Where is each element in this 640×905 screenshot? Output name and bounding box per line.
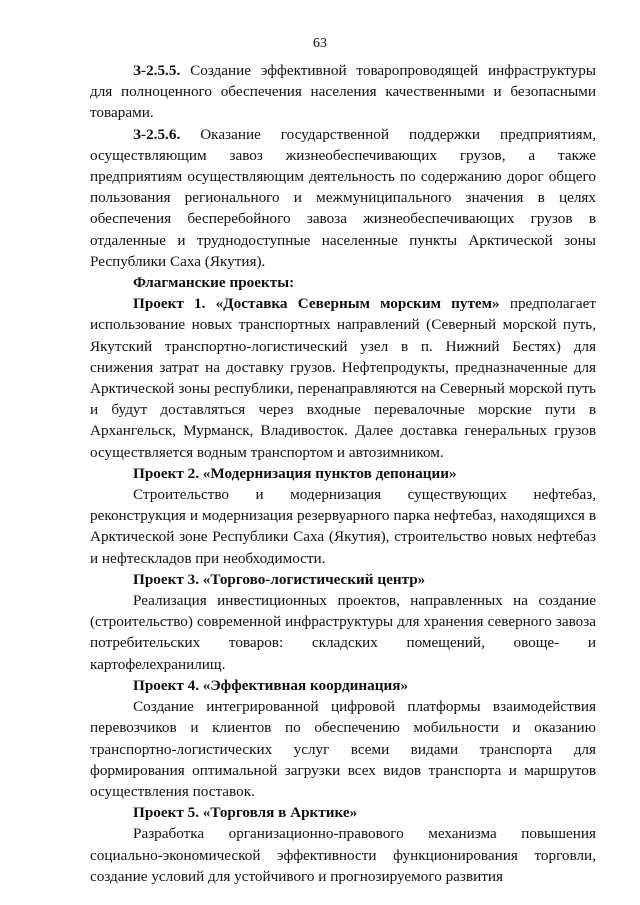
page-number: 63 bbox=[313, 36, 327, 51]
project-3-heading: Проект 3. «Торгово-логистический центр» bbox=[133, 570, 426, 588]
flagship-projects-heading: Флагманские проекты: bbox=[133, 274, 295, 292]
project-2-heading: Проект 2. «Модернизация пунктов депонации» bbox=[133, 464, 457, 482]
project-1-paragraph bbox=[90, 293, 596, 463]
project-2-paragraph: Строительство и модернизация существующих нефтебаз, реконструкция и модернизация резервуарного парка нефтебаз, находящихся в Арктической зоне Республики Саха (Якутия), строительство новых нефтебаз и нефтескладов при необходимости. bbox=[90, 486, 596, 567]
paragraph-z-2-5-5 bbox=[90, 60, 596, 124]
project-5-heading: Проект 5. «Торговля в Арктике» bbox=[133, 804, 358, 822]
paragraph-text: Создание эффективной товаропроводящей инфраструктуры для полноценного обеспечения населения качественными и безопасными товарами. bbox=[90, 62, 596, 122]
page-content bbox=[90, 60, 596, 887]
task-code: З-2.5.6. bbox=[133, 125, 181, 143]
project-4-heading: Проект 4. «Эффективная координация» bbox=[133, 676, 409, 694]
project-3-paragraph: Реализация инвестиционных проектов, направленных на создание (строительство) современной инфраструктуры для хранения северного завоза потребительских товаров: складских помещений, овоще- и картофелехранилищ. bbox=[90, 592, 596, 673]
project-1-title: Проект 1. «Доставка Северным морским путем» bbox=[133, 295, 500, 313]
paragraph-text: предполагает использование новых транспортных направлений (Северный морской путь, Якутский транспортно-логистический узел в п. Нижний Бестях) для снижения затрат на доставку грузов. Нефтепродукты, предназначенные для Арктической зоны республики, перенаправляются на Северный морской путь и будут доставляться через входные перевалочные морские пути в Архангельск, Мурманск, Владивосток. Далее доставка генеральных грузов осуществляется водным транспортом и автозимником. bbox=[90, 295, 597, 461]
paragraph-z-2-5-6 bbox=[90, 124, 596, 272]
project-5-paragraph: Разработка организационно-правового механизма повышения социально-экономической эффективности функционирования торговли, создание условий для устойчивого и прогнозируемого развития bbox=[90, 825, 596, 885]
paragraph-text: Оказание государственной поддержки предприятиям, осуществляющим завоз жизнеобеспечивающих грузов, а также предприятиям осуществляющим деятельность по содержанию дорог общего пользования регионального и межмуниципального значения в целях обеспечения бесперебойного завоза жизнеобеспечивающих грузов в отдаленные и труднодоступные населенные пункты Арктической зоны Республики Саха (Якутия). bbox=[90, 125, 596, 270]
project-4-paragraph: Создание интегрированной цифровой платформы взаимодействия перевозчиков и клиентов по обеспечению мобильности и оказанию транспортно-логистических услуг всеми видами транспорта для формирования оптимальной загрузки всех видов транспорта и маршрутов осуществления поставок. bbox=[90, 698, 596, 800]
task-code: З-2.5.5. bbox=[133, 62, 181, 79]
